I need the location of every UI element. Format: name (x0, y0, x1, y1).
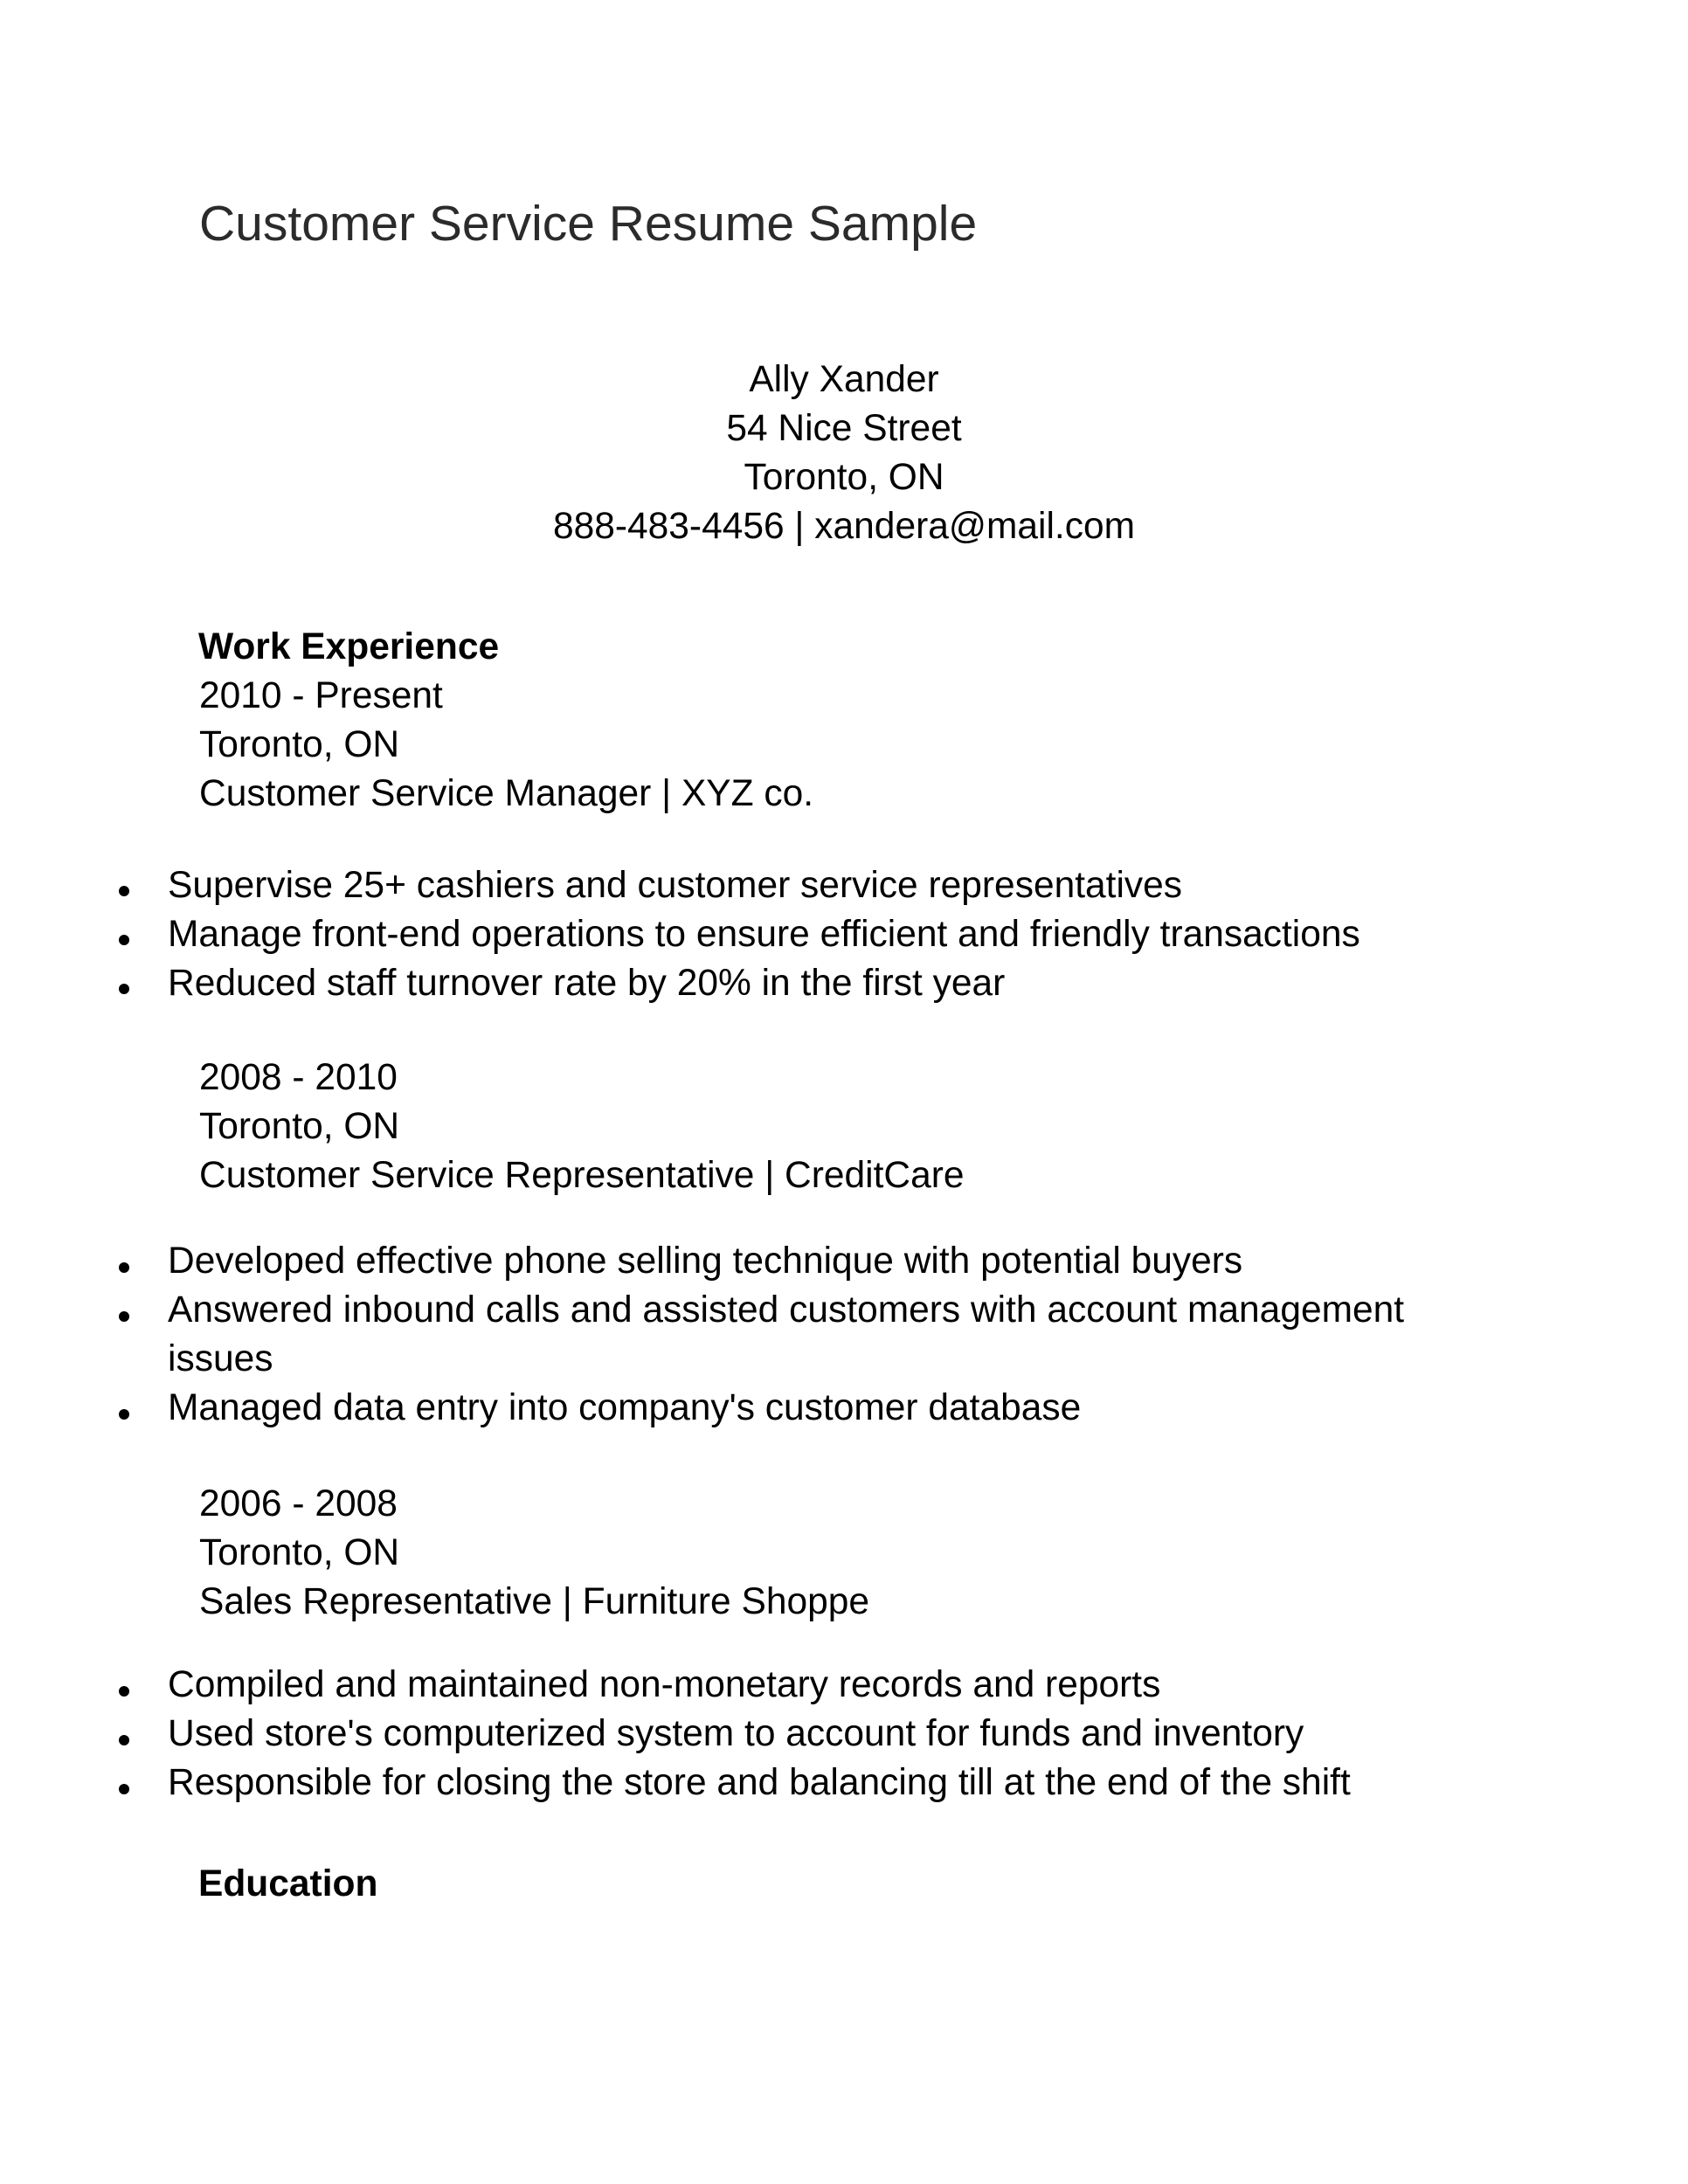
section-heading-education: Education (198, 1863, 378, 1904)
bullet-icon (119, 1784, 129, 1794)
job-role: Customer Service Manager | XYZ co. (199, 773, 814, 814)
list-item: Managed data entry into company's customer database (168, 1387, 1082, 1428)
contact-city: Toronto, ON (744, 457, 944, 498)
job-dates: 2006 - 2008 (199, 1483, 398, 1524)
job-dates: 2010 - Present (199, 675, 443, 716)
bullet-icon (119, 984, 129, 994)
bullet-icon (119, 935, 129, 945)
bullet-icon (119, 1409, 129, 1420)
contact-phone-email: 888-483-4456 | xandera@mail.com (552, 506, 1136, 547)
job-location: Toronto, ON (199, 1532, 400, 1573)
list-item: Supervise 25+ cashiers and customer service representatives (168, 865, 1183, 906)
list-item: Responsible for closing the store and balancing till at the end of the shift (168, 1762, 1351, 1803)
document-title: Customer Service Resume Sample (199, 196, 978, 252)
list-item: Used store's computerized system to account for funds and inventory (168, 1713, 1304, 1754)
job-location: Toronto, ON (199, 724, 400, 765)
job-location: Toronto, ON (199, 1106, 400, 1147)
job-dates: 2008 - 2010 (199, 1057, 398, 1098)
list-item: Answered inbound calls and assisted customers with account management (168, 1289, 1405, 1330)
list-item: Reduced staff turnover rate by 20% in the first year (168, 963, 1006, 1004)
bullet-icon (119, 886, 129, 896)
list-item: Compiled and maintained non-monetary records and reports (168, 1664, 1161, 1705)
job-role: Customer Service Representative | CreditCare (199, 1155, 965, 1196)
bullet-icon (119, 1686, 129, 1697)
bullet-icon (119, 1262, 129, 1273)
contact-name: Ally Xander (749, 359, 939, 400)
contact-street: 54 Nice Street (726, 408, 962, 449)
job-role: Sales Representative | Furniture Shoppe (199, 1581, 870, 1622)
list-item-continuation: issues (168, 1338, 273, 1379)
bullet-icon (119, 1735, 129, 1745)
list-item: Developed effective phone selling technique with potential buyers (168, 1241, 1243, 1282)
list-item: Manage front-end operations to ensure efficient and friendly transactions (168, 914, 1360, 955)
bullet-icon (119, 1311, 129, 1322)
section-heading-work-experience: Work Experience (198, 626, 500, 667)
